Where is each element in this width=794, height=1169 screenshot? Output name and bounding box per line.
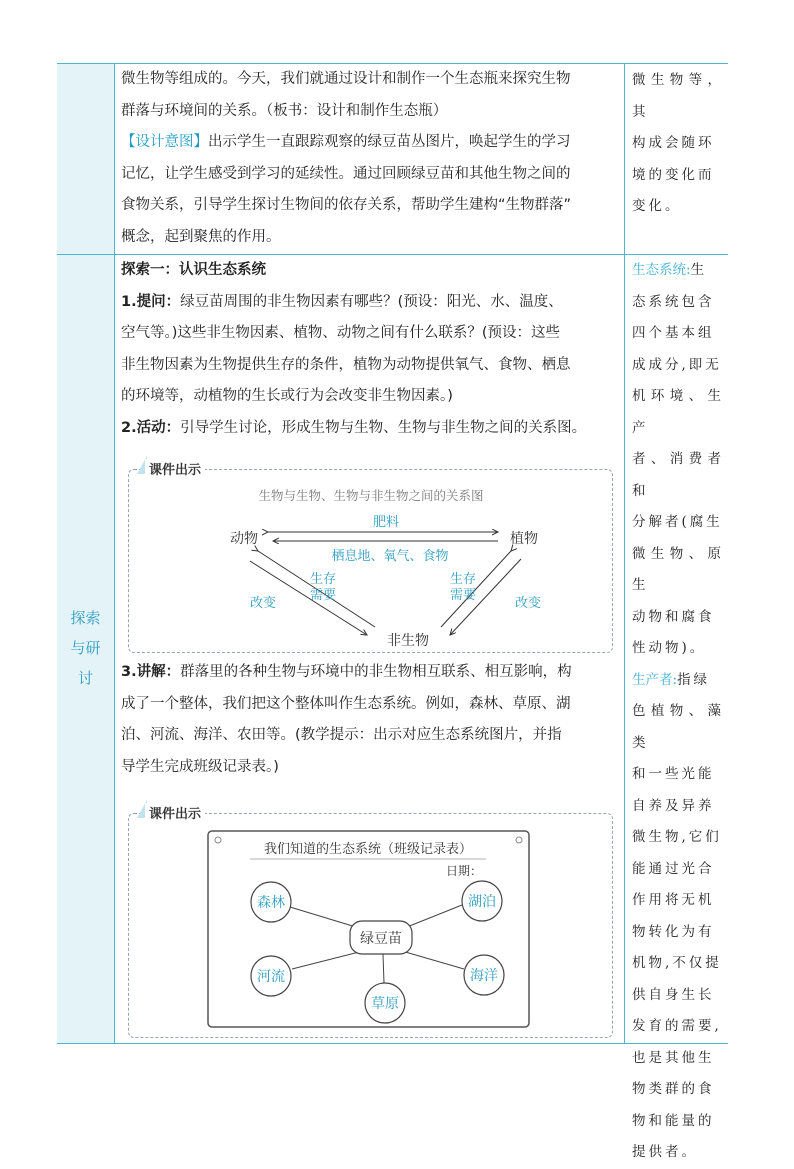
note-line bbox=[632, 350, 724, 382]
note-line bbox=[632, 948, 724, 980]
plant-label: 植物 bbox=[510, 531, 538, 547]
note-line bbox=[632, 318, 724, 350]
note-text: 成成分,即无 bbox=[632, 356, 722, 373]
text-line: 非生物因素为生物提供生存的条件，植物为动物提供氧气、食物、栖息 bbox=[121, 356, 571, 373]
note-text: 发育的需要, bbox=[632, 1018, 722, 1034]
row2-content-middle bbox=[121, 657, 676, 783]
note-line bbox=[632, 539, 724, 602]
note-line: 构成会随环 bbox=[632, 135, 715, 151]
diagram-title: 生物与生物、生物与非生物之间的关系图 bbox=[258, 488, 484, 503]
text-line: 记忆，让学生感受到学习的延续性。通过回顾绿豆苗和其他生物之间的 bbox=[121, 165, 571, 182]
text-line: 概念，起到聚焦的作用。 bbox=[121, 228, 281, 245]
note-text: 指绿 bbox=[677, 671, 711, 688]
note-text: 生 bbox=[690, 262, 708, 278]
need-label-left-2: 需要 bbox=[309, 588, 337, 603]
text-line: 【设计意图】出示学生一直跟踪观察的绿豆苗丛图片，唤起学生的学习 bbox=[121, 134, 571, 150]
note-line bbox=[632, 759, 724, 791]
grassland-label: 草原 bbox=[371, 996, 399, 1012]
note-text: 物类群的食 bbox=[632, 1081, 715, 1097]
section-label: 探索 与研 讨 bbox=[70, 609, 101, 687]
text-line: 成了一个整体，我们把这个整体叫作生态系统。例如，森林、草原、湖 bbox=[121, 695, 571, 712]
note-text: 和一些光能 bbox=[632, 766, 715, 782]
note-text: 分解者(腐生 bbox=[632, 514, 723, 530]
note-line bbox=[632, 822, 724, 854]
note-text: 提供者。 bbox=[632, 1144, 698, 1160]
note-line: 变化。 bbox=[632, 198, 682, 214]
note-line bbox=[632, 791, 724, 823]
need-label-left-1b: 生存 bbox=[309, 572, 337, 587]
note-text: 能通过光合 bbox=[632, 860, 715, 877]
need-label-right-2: 需要 bbox=[449, 588, 477, 603]
note-line bbox=[632, 633, 724, 665]
note-line bbox=[632, 1043, 724, 1075]
note-line bbox=[632, 917, 724, 949]
note-text: 微生物、原生 bbox=[632, 545, 724, 593]
river-label: 河流 bbox=[257, 969, 285, 985]
text-line: 2.活动：引导学生讨论，形成生物与生物、生物与非生物之间的关系图。 bbox=[121, 419, 587, 436]
note-line: 境的变化而 bbox=[632, 166, 715, 183]
animal-label: 动物 bbox=[230, 531, 258, 547]
change-label-right: 改变 bbox=[514, 596, 542, 611]
note-text: 四个基本组 bbox=[632, 325, 715, 341]
text-line: 泊、河流、海洋、农田等。(教学提示：出示对应生态系统图片，并指 bbox=[121, 727, 562, 743]
note-line bbox=[632, 1074, 724, 1106]
row2-note bbox=[632, 255, 724, 1169]
need-label-right-1: 生存 bbox=[449, 572, 477, 587]
note-line bbox=[632, 602, 724, 634]
text-line: 食物关系，引导学生探讨生物间的依存关系，帮助学生建构“生物群落” bbox=[121, 197, 572, 213]
note-line bbox=[632, 980, 724, 1012]
note-text: 作用将无机 bbox=[632, 892, 715, 908]
relationship-diagram-labels bbox=[128, 469, 613, 653]
habitat-label: 栖息地、氧气、食物 bbox=[331, 549, 449, 564]
note-text: 机物,不仅提 bbox=[632, 955, 722, 971]
note-text: 供自身生长 bbox=[632, 986, 715, 1003]
row2-content-top bbox=[121, 255, 676, 444]
note-line bbox=[632, 1011, 724, 1043]
note-keyword: 生态系统: bbox=[632, 262, 691, 278]
record-date: 日期： bbox=[446, 864, 483, 878]
note-line bbox=[632, 665, 724, 697]
note-text: 自养及异养 bbox=[632, 797, 715, 814]
note-line bbox=[632, 885, 724, 917]
note-keyword: 生产者: bbox=[632, 671, 678, 688]
note-text: 动物和腐食 bbox=[632, 608, 715, 625]
note-line bbox=[632, 287, 724, 319]
explore-title: 探索一：认识生态系统 bbox=[121, 262, 266, 278]
ecosystem-record-diagram bbox=[128, 813, 613, 1038]
table-border-bottom bbox=[57, 1043, 728, 1044]
text-line: 群落与环境间的关系。（板书：设计和制作生态瓶） bbox=[121, 102, 448, 119]
text-line: 3.讲解：群落里的各种生物与环境中的非生物相互联系、相互影响，构 bbox=[121, 664, 572, 680]
row1-label-cell bbox=[57, 63, 114, 254]
lesson-table bbox=[57, 63, 728, 1160]
row1-content bbox=[121, 64, 676, 253]
change-label-left: 改变 bbox=[249, 596, 277, 611]
nonliving-label: 非生物 bbox=[387, 633, 429, 649]
column-divider-1 bbox=[114, 63, 115, 1044]
note-text: 者、消费者和 bbox=[632, 451, 724, 499]
note-line bbox=[632, 696, 724, 759]
text-line: 空气等。)这些非生物因素、植物、动物之间有什么联系？(预设：这些 bbox=[121, 325, 561, 341]
note-text: 态系统包含 bbox=[632, 293, 715, 310]
text-line: 的环境等，动植物的生长或行为会改变非生物因素。) bbox=[121, 388, 453, 404]
note-line bbox=[632, 1106, 724, 1138]
text-line: 微生物等组成的。今天，我们就通过设计和制作一个生态瓶来探究生物 bbox=[121, 71, 571, 87]
courseware-tag: 课件出示 bbox=[145, 803, 205, 822]
note-line bbox=[632, 381, 724, 444]
text-line: 1.提问：绿豆苗周围的非生物因素有哪些？(预设：阳光、水、温度、 bbox=[121, 293, 563, 310]
courseware-tag: 课件出示 bbox=[145, 459, 205, 478]
note-line: 微生物等，其 bbox=[632, 72, 724, 120]
note-line bbox=[632, 255, 724, 287]
lake-label: 湖泊 bbox=[468, 894, 496, 910]
note-text: 也是其他生 bbox=[632, 1049, 715, 1066]
ocean-label: 海洋 bbox=[470, 968, 498, 984]
note-text: 微生物,它们 bbox=[632, 829, 722, 845]
note-text: 物和能量的 bbox=[632, 1112, 715, 1129]
note-line bbox=[632, 507, 724, 539]
forest-label: 森林 bbox=[257, 895, 285, 911]
note-line bbox=[632, 1137, 724, 1169]
note-line bbox=[632, 444, 724, 507]
note-line bbox=[632, 854, 724, 886]
design-intent-label: 【设计意图】 bbox=[121, 134, 208, 150]
fertilizer-label: 肥料 bbox=[372, 515, 400, 530]
note-text: 色植物、藻类 bbox=[632, 703, 724, 751]
note-text: 性动物)。 bbox=[632, 640, 707, 656]
note-text: 机环境、生产 bbox=[632, 388, 724, 436]
center-label: 绿豆苗 bbox=[360, 931, 402, 947]
note-text: 物转化为有 bbox=[632, 923, 715, 940]
row1-note bbox=[632, 65, 724, 223]
text-line: 导学生完成班级记录表。) bbox=[121, 758, 279, 775]
record-title: 我们知道的生态系统（班级记录表） bbox=[263, 842, 473, 857]
